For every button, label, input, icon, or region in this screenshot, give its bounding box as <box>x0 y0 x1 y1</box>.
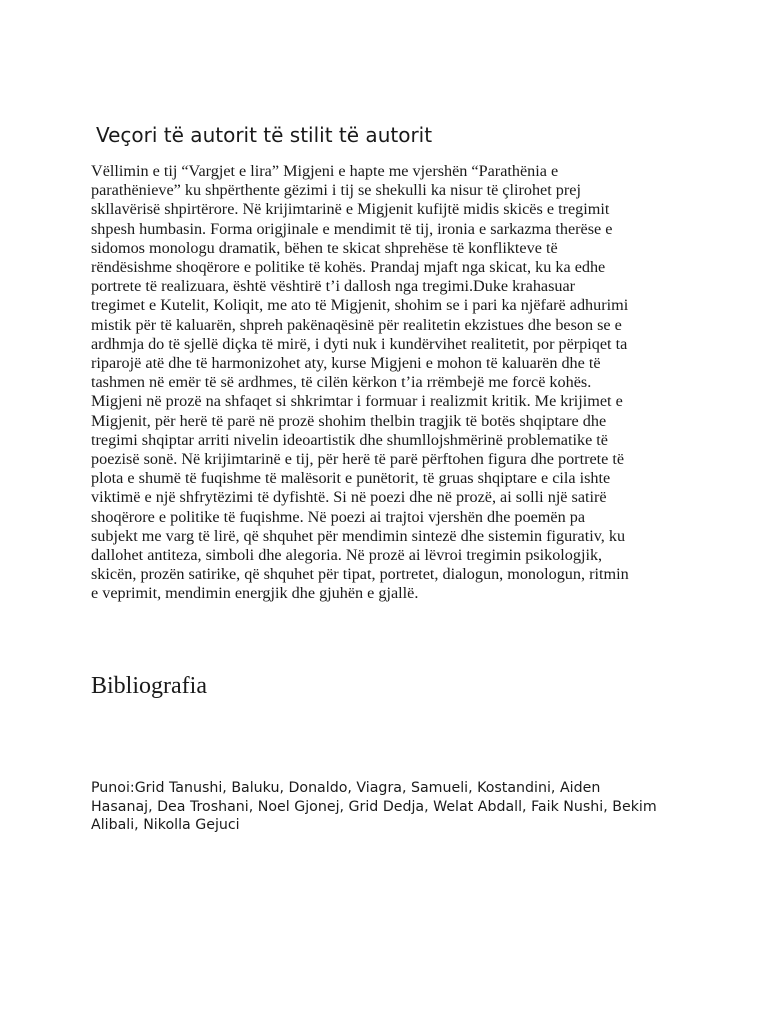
page-heading: Veçori të autorit të stilit të autorit <box>96 123 433 147</box>
body-line: skllavërisë shpirtërore. Në krijimtarinë e Migjenit kufijtë midis skicës e tregimit <box>91 200 610 219</box>
body-line: Vëllimin e tij “Vargjet e lira” Migjeni e hapte me vjershën “Parathënia e <box>91 162 559 180</box>
body-line: parathënieve” ku shpërthente gëzimi i tij se shekulli ka nisur të çlirohet prej <box>91 181 581 200</box>
body-line: Migjeni në prozë na shfaqet si shkrimtar i formuar i realizmit kritik. Me krijimet e <box>91 392 623 411</box>
body-line: sidomos monologu dramatik, bëhen te skicat shprehëse të konflikteve të <box>91 238 558 257</box>
body-line: poezisë sonë. Në krijimtarinë e tij, për herë të parë përftohen figura dhe portrete të <box>91 450 625 469</box>
body-line: Migjenit, për herë të parë në prozë shohim thelbin tragjik të botës shqiptare dhe <box>91 411 607 430</box>
authors-credits <box>91 779 691 835</box>
body-line: tregimi shqiptar arriti nivelin ideoartistik dhe shumllojshmërinë problematike të <box>91 430 608 449</box>
body-paragraph <box>91 162 686 604</box>
body-line: shpesh humbasin. Forma origjinale e mendimit të tij, ironia e sarkazma therëse e <box>91 219 613 238</box>
bibliography-heading: Bibliografia <box>91 673 207 699</box>
body-line: dallohet antiteza, simboli dhe alegoria. Në prozë ai lëvroi tregimin psikologjik, <box>91 546 603 565</box>
body-line: mistik për të kaluarën, shpreh pakënaqësinë për realitetin ekzistues dhe beson se e <box>91 315 622 334</box>
body-line: riparojë atë dhe të harmonizohet aty, kurse Migjeni e mohon të kaluarën dhe të <box>91 354 601 373</box>
body-line: tregimet e Kutelit, Koliqit, me ato të Migjenit, shohim se i pari ka njëfarë adhurimi <box>91 296 629 315</box>
body-line: tashmen në emër të së ardhmes, të cilën kërkon t’ia rrëmbejë me forcë kohës. <box>91 373 592 392</box>
body-line: skicën, prozën satirike, që shquhet për tipat, portretet, dialogun, monologun, ritmin <box>91 565 629 584</box>
body-line: e veprimit, mendimin energjik dhe gjuhën e gjallë. <box>91 584 419 603</box>
body-line: ardhmja do të sjellë diçka të mirë, i dyti nuk i kundërvihet realitetit, por përpiqet ta <box>91 334 628 353</box>
body-line: subjekt me varg të lirë, që shquhet për mendimin sintezë dhe sistemin figurativ, ku <box>91 526 626 545</box>
body-line: viktimë e një shfrytëzimi të dyfishtë. Si në poezi dhe në prozë, ai solli një satirë <box>91 488 607 507</box>
body-line: rëndësishme shoqërore e politike të kohës. Prandaj mjaft nga skicat, ku ka edhe <box>91 258 606 277</box>
credits-line: Hasanaj, Dea Troshani, Noel Gjonej, Grid Dedja, Welat Abdall, Faik Nushi, Bekim <box>91 798 657 815</box>
body-line: shoqërore e politike të fuqishme. Në poezi ai trajtoi vjershën dhe poemën pa <box>91 507 586 526</box>
credits-line: Alibali, Nikolla Gejuci <box>91 817 240 833</box>
body-line: plota e shumë të fuqishme të malësorit e punëtorit, të gruas shqiptare e cila ishte <box>91 469 611 488</box>
credits-line: Punoi:Grid Tanushi, Baluku, Donaldo, Viagra, Samueli, Kostandini, Aiden <box>91 780 601 796</box>
body-line: portrete të realizuara, është vështirë t’i dallosh nga tregimi.Duke krahasuar <box>91 277 576 296</box>
